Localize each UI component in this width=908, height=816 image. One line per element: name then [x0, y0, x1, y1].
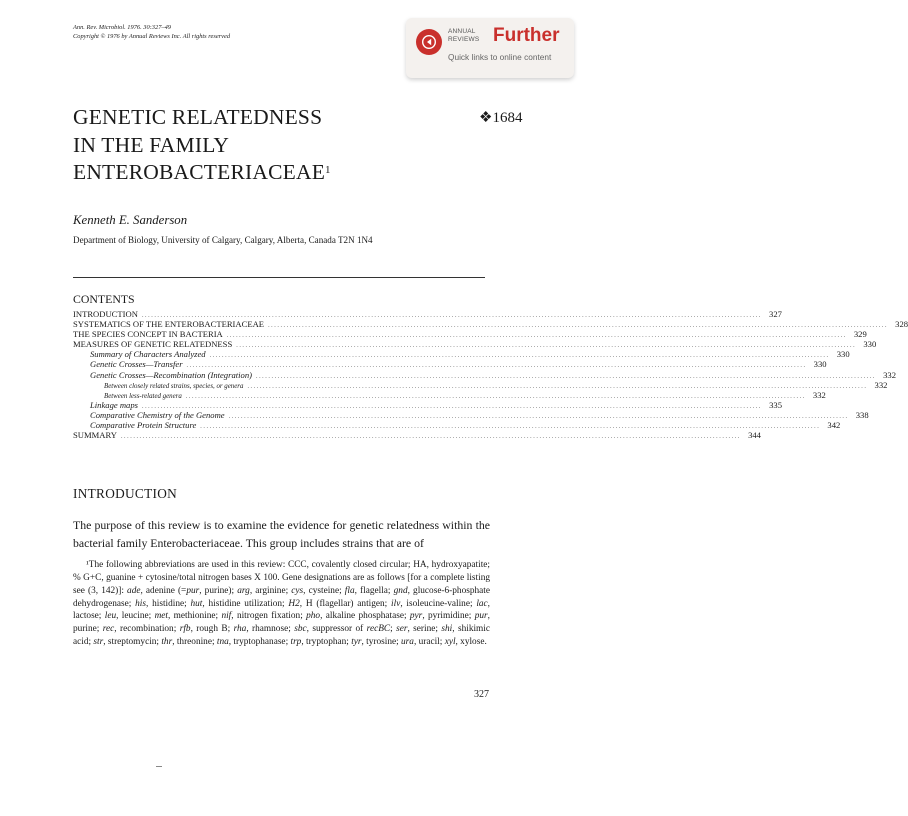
toc-leader-dots: ........................................................................................................................................................................................................	[141, 403, 762, 410]
title-footnote-mark[interactable]: 1	[325, 164, 331, 176]
toc-entry-label: SUMMARY	[73, 430, 117, 441]
annual-reviews-logo	[448, 28, 479, 43]
further-label: Further	[493, 25, 560, 46]
toc-leader-dots: ........................................................................................................................................................................................................	[120, 434, 741, 441]
toc-entry[interactable]	[73, 339, 877, 350]
toc-entry-page: 338	[855, 409, 869, 420]
toc-entry[interactable]	[73, 319, 908, 330]
annual-label: ANNUAL	[448, 28, 476, 35]
divider-rule	[73, 277, 485, 278]
reviews-label: REVIEWS	[448, 35, 480, 43]
toc-entry[interactable]	[73, 309, 782, 319]
article-code: ❖1684	[479, 110, 523, 126]
toc-entry-label: Linkage maps	[90, 399, 138, 410]
toc-entry-label: Comparative Protein Structure	[90, 420, 197, 431]
toc-leader-dots: ........................................................................................................................................................................................................	[226, 333, 847, 340]
section-heading-introduction: INTRODUCTION	[73, 486, 178, 501]
toc-entry[interactable]	[73, 379, 888, 390]
article-title	[73, 104, 331, 187]
contents-heading: CONTENTS	[73, 292, 135, 306]
toc-entry-label: Genetic Crosses—Recombination (Integration)	[90, 369, 252, 380]
toc-entry-page: 342	[827, 420, 841, 431]
toc-entry-label: INTRODUCTION	[73, 309, 138, 319]
toc-leader-dots: ........................................................................................................................................................................................................	[141, 313, 762, 319]
toc-leader-dots: ........................................................................................................................................................................................................	[186, 363, 807, 370]
toc-leader-dots: ........................................................................................................................................................................................................	[228, 413, 849, 420]
toc-entry-label: MEASURES OF GENETIC RELATEDNESS	[73, 339, 233, 350]
further-badge[interactable]	[406, 18, 574, 78]
copyright-line: Copyright © 1976 by Annual Reviews Inc. All rights reserved	[73, 32, 231, 40]
author-name: Kenneth E. Sanderson	[73, 213, 188, 227]
title-line-3	[73, 159, 331, 187]
toc-entry-page: 344	[748, 430, 761, 441]
toc-entry-page: 330	[836, 349, 850, 360]
toc-entry[interactable]	[73, 399, 782, 410]
toc-leader-dots: ........................................................................................................................................................................................................	[185, 393, 806, 400]
toc-entry-page: 332	[883, 369, 896, 380]
toc-entry[interactable]	[73, 430, 761, 441]
toc-entry[interactable]	[73, 409, 869, 420]
journal-header	[73, 24, 230, 41]
page-number: 327	[474, 689, 489, 700]
toc-entry[interactable]	[73, 329, 867, 340]
toc-entry-label: SYSTEMATICS OF THE ENTEROBACTERIACEAE	[73, 319, 265, 330]
toc-entry-label: THE SPECIES CONCEPT IN BACTERIA	[73, 329, 223, 340]
toc-entry-page: 332	[874, 379, 888, 390]
toc-leader-dots: ........................................................................................................................................................................................................	[209, 353, 830, 360]
toc-entry-label: Genetic Crosses—Transfer	[90, 359, 183, 370]
toc-entry[interactable]	[73, 369, 896, 380]
toc-entry-label: Between closely related strains, species, or genera	[104, 382, 244, 390]
toc-entry-page: 330	[863, 339, 877, 350]
further-subtitle: Quick links to online content	[448, 52, 552, 62]
toc-entry-label: Between less-related genera	[104, 392, 182, 400]
toc-entry-page: 335	[769, 399, 782, 410]
journal-citation: Ann. Rev. Microbiol. 1976. 30:327–49	[73, 24, 171, 31]
scan-mark	[156, 766, 162, 767]
toc-leader-dots: ........................................................................................................................................................................................................	[200, 424, 821, 431]
toc-entry[interactable]	[73, 389, 826, 400]
author-affiliation: Department of Biology, University of Calgary, Calgary, Alberta, Canada T2N 1N4	[73, 235, 373, 245]
table-of-contents	[73, 309, 908, 441]
play-arrow-icon	[416, 29, 442, 55]
toc-entry-page: 329	[853, 329, 867, 340]
toc-entry-page: 328	[895, 319, 908, 330]
toc-entry-page: 330	[813, 359, 827, 370]
title-line-1: GENETIC RELATEDNESS	[73, 105, 323, 129]
toc-leader-dots: ........................................................................................................................................................................................................	[255, 373, 876, 380]
toc-leader-dots: ........................................................................................................................................................................................................	[236, 343, 857, 350]
toc-entry-page: 327	[769, 309, 782, 319]
toc-leader-dots: ........................................................................................................................................................................................................	[268, 323, 889, 330]
toc-leader-dots: ........................................................................................................................................................................................................	[247, 383, 868, 390]
toc-entry-label: Summary of Characters Analyzed	[90, 349, 206, 360]
introduction-paragraph: The purpose of this review is to examine the evidence for genetic relatedness within the bacterial family Enterobacteriaceae. This group includes strains that are of	[73, 518, 490, 550]
toc-entry-label: Comparative Chemistry of the Genome	[90, 409, 225, 420]
title-line-2: IN THE FAMILY	[73, 132, 230, 157]
toc-entry[interactable]	[73, 359, 827, 370]
footnote-abbreviations: ¹The following abbreviations are used in this review: CCC, covalently closed circular; HA, hydroxyapatite; % G+C, guanine + cytosine/total nitrogen bases X 100. Gene designations are as follows [for a complete listing see (3, 142)]: ade, adenine (=pur, purine); arg, arginine; cys, cysteine; fla, flagella; gnd, glucose-6-phosphate dehydrogenase; his, histidine; hut, histidine utilization; H2, H (flagellar) antigen; ilv, isoleucine-valine; lac, lactose; leu, leucine; met, methionine; nif, nitrogen fixation; pho, alkaline phosphatase; pyr, pyrimidine; pur, purine; rec, recombination; rfb, rough B; rha, rhamnose; sbc, suppressor of recBC; ser, serine; shi, shikimic acid; str, streptomycin; thr, threonine; tna, tryptophanase; trp, tryptophan; tyr, tyrosine; ura, uracil; xyl, xylose.	[73, 560, 490, 648]
toc-entry[interactable]	[73, 420, 841, 431]
toc-entry-page: 332	[812, 389, 826, 400]
title-line-3-text: ENTEROBACTERIACEAE	[73, 160, 326, 184]
toc-entry[interactable]	[73, 349, 850, 360]
